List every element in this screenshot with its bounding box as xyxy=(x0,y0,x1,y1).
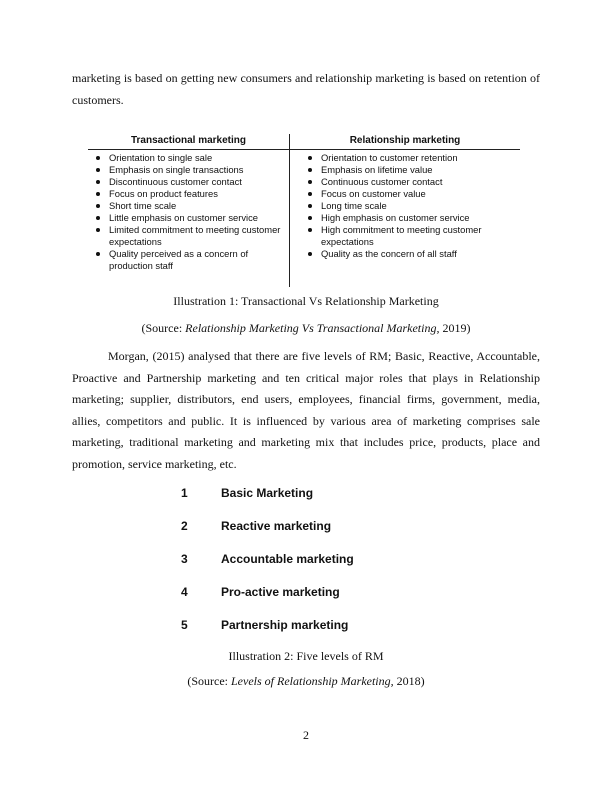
relationship-item xyxy=(308,188,514,200)
bullet-icon xyxy=(308,168,312,172)
relationship-item xyxy=(308,152,514,164)
page-number: 2 xyxy=(303,728,309,742)
transactional-item-text: Emphasis on single transactions xyxy=(109,164,244,175)
illustration-1-caption: Illustration 1: Transactional Vs Relationship Marketing xyxy=(173,294,439,308)
level-name: Partnership marketing xyxy=(221,618,349,632)
relationship-item-text: High emphasis on customer service xyxy=(321,212,470,223)
relationship-item xyxy=(308,224,514,248)
bullet-icon xyxy=(96,204,100,208)
body-paragraph: Morgan, (2015) analysed that there are five levels of RM; Basic, Reactive, Accountable, Proactive and Partnership marketing and ten critical major roles that plays in Relationship marketing; supplier, distributors, end users, employees, financial firms, government, media, allies, competitors and public. It is influenced by various area of marketing comprises sale marketing, traditional marketing and marketing mix that includes price, products, place and promotion, service marketing, etc. xyxy=(72,349,540,471)
bullet-icon xyxy=(308,156,312,160)
transactional-item-text: Limited commitment to meeting customer expectations xyxy=(109,224,281,247)
transactional-item xyxy=(96,200,286,212)
transactional-item-text: Short time scale xyxy=(109,200,177,211)
transactional-item-text: Discontinuous customer contact xyxy=(109,176,242,187)
illustration-2-source xyxy=(72,673,540,689)
relationship-item-text: Emphasis on lifetime value xyxy=(321,164,433,175)
level-number: 3 xyxy=(181,552,188,566)
relationship-item xyxy=(308,200,514,212)
transactional-item xyxy=(96,176,286,188)
transactional-list xyxy=(96,152,286,272)
relationship-item-text: Quality as the concern of all staff xyxy=(321,248,457,259)
transactional-header: Transactional marketing xyxy=(130,135,247,146)
level-row xyxy=(172,585,392,603)
transactional-item xyxy=(96,224,286,248)
level-number: 5 xyxy=(181,618,188,632)
level-number: 2 xyxy=(181,519,188,533)
level-number: 4 xyxy=(181,585,188,599)
transactional-item xyxy=(96,248,286,272)
level-row xyxy=(172,486,392,504)
transactional-item-text: Little emphasis on customer service xyxy=(109,212,259,223)
intro-paragraph: marketing is based on getting new consumers and relationship marketing is based on retention of customers. xyxy=(72,71,540,107)
level-row xyxy=(172,552,392,570)
relationship-item xyxy=(308,176,514,188)
bullet-icon xyxy=(308,204,312,208)
relationship-item xyxy=(308,248,514,260)
source-title: Relationship Marketing Vs Transactional Marketing, xyxy=(185,321,440,335)
bullet-icon xyxy=(308,252,312,256)
source-suffix: 2018) xyxy=(393,674,425,688)
bullet-icon xyxy=(96,228,100,232)
level-name: Basic Marketing xyxy=(221,486,314,500)
column-divider xyxy=(289,134,290,287)
illustration-1-source xyxy=(72,320,540,336)
relationship-list xyxy=(308,152,514,260)
transactional-item xyxy=(96,152,286,164)
source-suffix: 2019) xyxy=(439,321,471,335)
source-prefix: (Source: xyxy=(141,321,186,335)
transactional-item-text: Quality perceived as a concern of production staff xyxy=(109,248,249,271)
bullet-icon xyxy=(308,192,312,196)
level-number: 1 xyxy=(181,486,188,500)
transactional-item xyxy=(96,164,286,176)
relationship-item-text: Focus on customer value xyxy=(321,188,426,199)
bullet-icon xyxy=(308,216,312,220)
bullet-icon xyxy=(308,228,312,232)
level-name: Accountable marketing xyxy=(221,552,354,566)
header-divider xyxy=(88,149,520,150)
relationship-item-text: Orientation to customer retention xyxy=(321,152,458,163)
bullet-icon xyxy=(96,216,100,220)
level-row xyxy=(172,618,392,636)
relationship-item xyxy=(308,212,514,224)
relationship-header: Relationship marketing xyxy=(349,135,461,146)
bullet-icon xyxy=(96,168,100,172)
relationship-item-text: High commitment to meeting customer expectations xyxy=(321,224,482,247)
transactional-item-text: Orientation to single sale xyxy=(109,152,213,163)
comparison-table-figure xyxy=(88,134,520,287)
relationship-item-text: Continuous customer contact xyxy=(321,176,443,187)
level-row xyxy=(172,519,392,537)
five-levels-figure xyxy=(172,484,392,634)
level-name: Reactive marketing xyxy=(221,519,332,533)
bullet-icon xyxy=(96,156,100,160)
level-name: Pro-active marketing xyxy=(221,585,340,599)
source-title: Levels of Relationship Marketing, xyxy=(231,674,394,688)
bullet-icon xyxy=(96,192,100,196)
transactional-item-text: Focus on product features xyxy=(109,188,218,199)
relationship-item xyxy=(308,164,514,176)
transactional-item xyxy=(96,212,286,224)
bullet-icon xyxy=(96,252,100,256)
transactional-item xyxy=(96,188,286,200)
illustration-2-caption: Illustration 2: Five levels of RM xyxy=(228,649,384,663)
relationship-item-text: Long time scale xyxy=(321,200,387,211)
source-prefix: (Source: xyxy=(187,674,231,688)
bullet-icon xyxy=(308,180,312,184)
bullet-icon xyxy=(96,180,100,184)
